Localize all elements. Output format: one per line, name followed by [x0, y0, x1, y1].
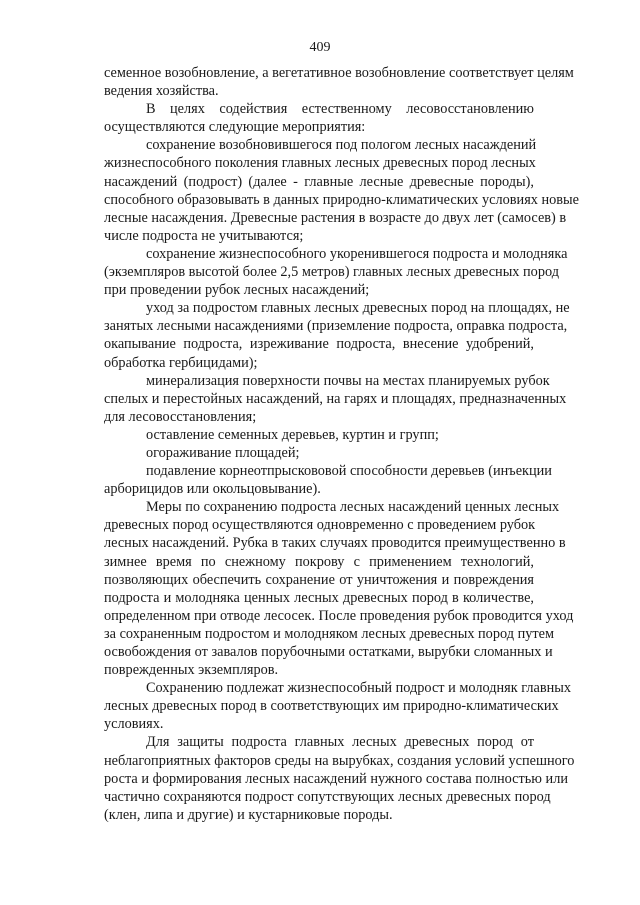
text-line: зимнее время по снежному покрову с применением технологий,	[104, 553, 534, 570]
text-line: подроста и молодняка ценных лесных древесных пород в количестве,	[104, 589, 534, 606]
text-line: способного образовывать в данных природно-климатических условиях новые	[104, 191, 580, 208]
text-line: древесных пород осуществляются одновременно с проведением рубок	[104, 517, 536, 534]
page-number: 409	[309, 40, 331, 55]
text-line: лесных древесных пород в соответствующих им природно-климатических	[104, 698, 559, 715]
text-line: Меры по сохранению подроста лесных насаждений ценных лесных	[146, 499, 560, 516]
text-line: обработка гербицидами);	[104, 354, 258, 371]
text-line: лесных насаждений. Рубка в таких случаях проводится преимущественно в	[104, 535, 566, 552]
text-line: (экземпляров высотой более 2,5 метров) главных лесных древесных пород	[104, 264, 559, 281]
text-line: условиях.	[104, 716, 164, 733]
text-line: при проведении рубок лесных насаждений;	[104, 282, 370, 299]
text-line: Для защиты подроста главных лесных древесных пород от	[146, 734, 534, 751]
text-line: неблагоприятных факторов среды на вырубках, создания условий успешного	[104, 752, 575, 769]
text-line: арборицидов или окольцовывание).	[104, 481, 321, 498]
text-line: числе подроста не учитываются;	[104, 227, 304, 244]
text-line: роста и формирования лесных насаждений нужного состава полностью или	[104, 770, 568, 787]
text-line: для лесовосстановления;	[104, 408, 257, 425]
text-line: занятых лесными насаждениями (приземление подроста, оправка подроста,	[104, 318, 568, 335]
text-line: (клен, липа и другие) и кустарниковые породы.	[104, 806, 393, 823]
text-line: определенном при отводе лесосек. После проведения рубок проводится уход	[104, 607, 574, 624]
text-line: осуществляются следующие мероприятия:	[104, 119, 366, 136]
text-line: позволяющих обеспечить сохранение от уничтожения и повреждения	[104, 571, 534, 588]
text-line: спелых и перестойных насаждений, на гарях и площадях, предназначенных	[104, 390, 567, 407]
text-line: частично сохраняются подрост сопутствующих лесных древесных пород	[104, 788, 551, 805]
text-line: семенное возобновление, а вегетативное возобновление соответствует целям	[104, 65, 574, 81]
text-line: поврежденных экземпляров.	[104, 662, 279, 679]
text-line: оставление семенных деревьев, куртин и групп;	[146, 426, 439, 443]
text-line: подавление корнеотпрыскововой способности деревьев (инъекции	[146, 463, 552, 480]
text-line: жизнеспособного поколения главных лесных древесных пород лесных	[104, 155, 536, 172]
text-line: лесные насаждения. Древесные растения в возрасте до двух лет (самосев) в	[104, 209, 567, 226]
text-line: сохранение возобновившегося под пологом лесных насаждений	[146, 137, 537, 154]
text-line: сохранение жизнеспособного укоренившегося подроста и молодняка	[146, 245, 568, 262]
text-line: насаждений (подрост) (далее - главные лесные древесные породы),	[104, 173, 534, 190]
body-text	[104, 64, 580, 824]
text-line: ведения хозяйства.	[104, 83, 219, 100]
text-line: уход за подростом главных лесных древесных пород на площадях, не	[146, 300, 570, 317]
text-line: минерализация поверхности почвы на местах планируемых рубок	[146, 372, 550, 389]
text-line: освобождения от завалов порубочными остатками, вырубки сломанных и	[104, 644, 553, 660]
text-line: за сохраненным подростом и молодняком лесных древесных пород путем	[104, 625, 555, 642]
text-line: огораживание площадей;	[146, 444, 300, 461]
text-line: Сохранению подлежат жизнеспособный подрост и молодняк главных	[146, 680, 572, 697]
text-line: В целях содействия естественному лесовосстановлению	[146, 101, 534, 118]
text-line: окапывание подроста, изреживание подроста, внесение удобрений,	[104, 336, 534, 353]
